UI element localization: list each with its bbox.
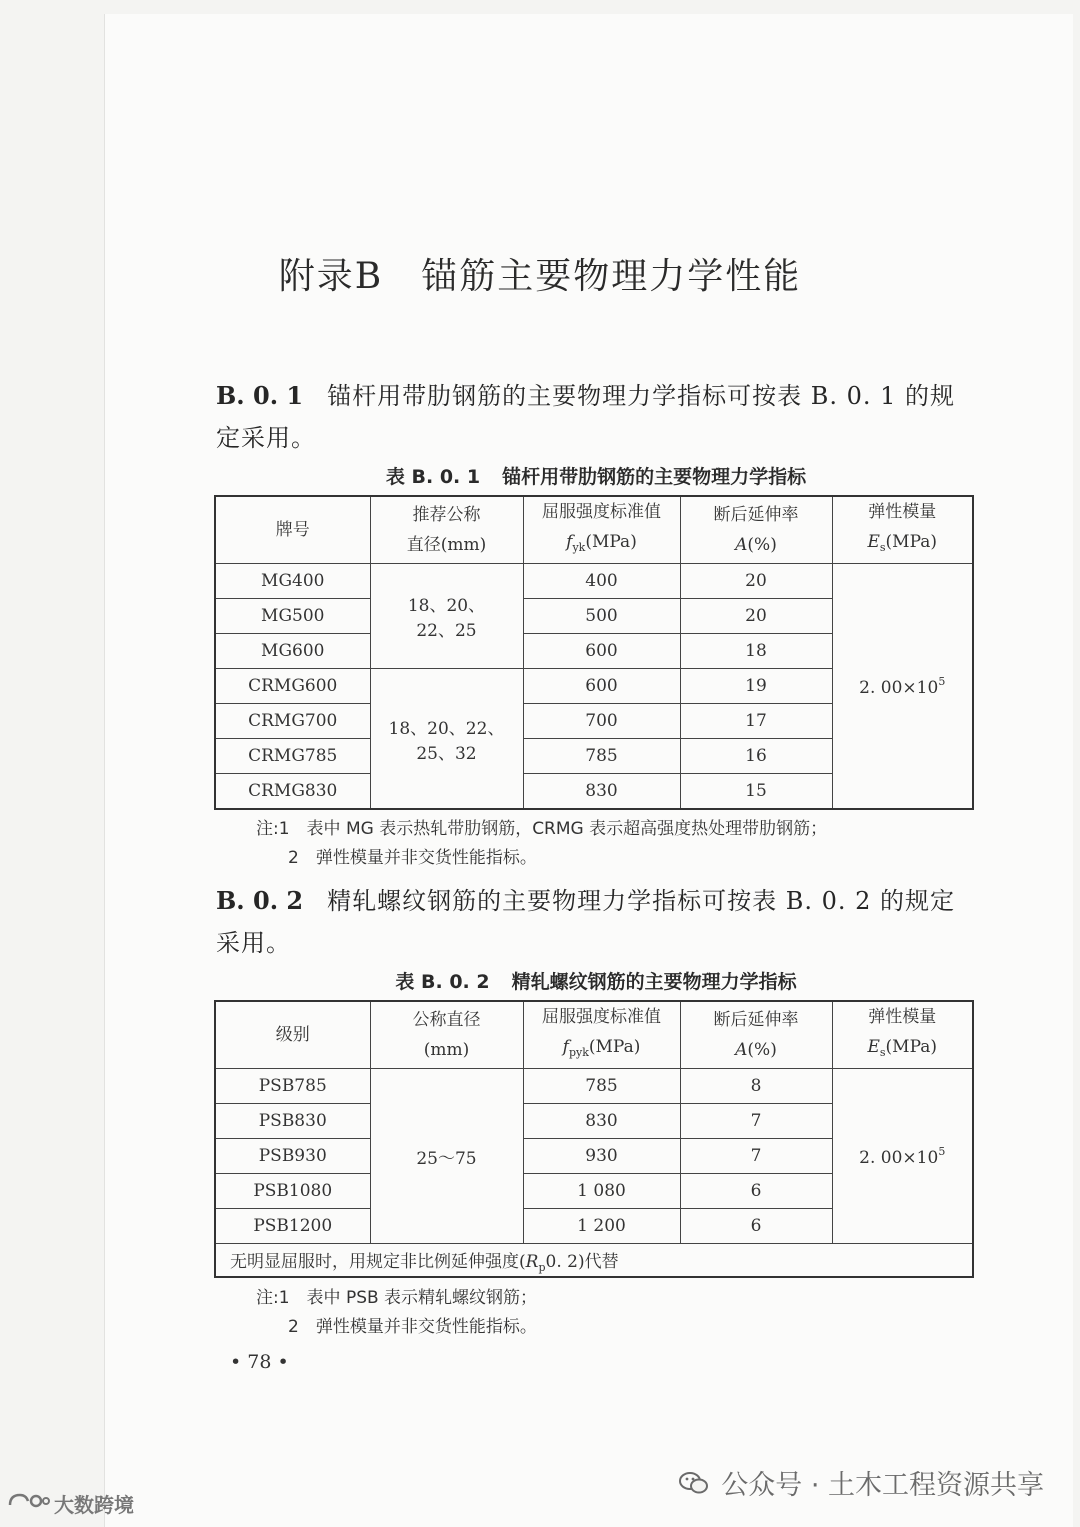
cell-diameter: 25～75 [370, 1069, 523, 1244]
header-modulus: 弹性模量 $E_s(MPa)$ [832, 496, 973, 564]
table-b01-caption-number: 表 B. 0. 1 [385, 466, 481, 488]
table-b01-header-row [215, 496, 973, 564]
header-diameter: 公称直径 (mm) [370, 1001, 523, 1069]
cell-elongation: 6 [680, 1209, 832, 1244]
cell-elongation: 17 [680, 704, 832, 739]
section-b01-text-line1: 锚杆用带肋钢筋的主要物理力学指标可按表 B. 0. 1 的规 [327, 382, 956, 410]
cell-modulus: 2. $00\times 10^5$ [832, 564, 973, 810]
page-number: • 78 • [230, 1351, 289, 1373]
header-grade: 级别 [215, 1001, 370, 1069]
cell-strength: 930 [523, 1139, 680, 1174]
table-b02-footnote-row [215, 1244, 973, 1278]
header-diameter: 推荐公称 直径(mm) [370, 496, 523, 564]
table-b02-caption-title: 精轧螺纹钢筋的主要物理力学指标 [511, 971, 797, 993]
section-b01-text-line2: 定采用。 [216, 424, 316, 452]
table-b01-caption-title: 锚杆用带肋钢筋的主要物理力学指标 [502, 466, 807, 488]
table-b02-note2: 2 弹性模量并非交货性能指标。 [288, 1317, 537, 1337]
cell-grade: PSB1200 [215, 1209, 370, 1244]
cell-grade: MG500 [215, 599, 370, 634]
section-b01-number: B. 0. 1 [216, 381, 304, 410]
cell-elongation: 7 [680, 1139, 832, 1174]
cell-grade: CRMG600 [215, 669, 370, 704]
table-b02-notes [256, 1284, 537, 1342]
corner-logo-icon [6, 1491, 50, 1517]
cell-grade: MG600 [215, 634, 370, 669]
watermark-text: 公众号 · 土木工程资源共享 [721, 1470, 1044, 1501]
cell-strength: 1 080 [523, 1174, 680, 1209]
table-b02-caption-number: 表 B. 0. 2 [395, 971, 490, 993]
header-elongation: 断后延伸率 A(%) [680, 1001, 832, 1069]
cell-strength: 830 [523, 774, 680, 810]
appendix-title: 附录B 锚筋主要物理力学性能 [278, 256, 802, 297]
cell-diameter-group2: 18、20、22、 25、32 [370, 669, 523, 810]
table-b02 [214, 1000, 974, 1278]
cell-strength: 785 [523, 1069, 680, 1104]
cell-elongation: 16 [680, 739, 832, 774]
table-b02-note1: 注:1 表中 PSB 表示精轧螺纹钢筋； [256, 1288, 538, 1308]
section-b02-number: B. 0. 2 [216, 886, 304, 915]
table-b01-caption [216, 462, 976, 489]
cell-grade: PSB785 [215, 1069, 370, 1104]
table-b02-footnote: 无明显屈服时，用规定非比例延伸强度($R_p0$. 2)代替 [215, 1244, 973, 1278]
cell-strength: 600 [523, 669, 680, 704]
header-elongation: 断后延伸率 A(%) [680, 496, 832, 564]
cell-grade: PSB830 [215, 1104, 370, 1139]
table-b01-notes [256, 815, 827, 873]
cell-elongation: 7 [680, 1104, 832, 1139]
cell-elongation: 20 [680, 599, 832, 634]
cell-grade: CRMG700 [215, 704, 370, 739]
watermark [679, 1463, 1044, 1502]
table-b01 [214, 495, 974, 810]
cell-elongation: 18 [680, 634, 832, 669]
cell-elongation: 20 [680, 564, 832, 599]
corner-logo-text: 大数跨境 [54, 1493, 134, 1517]
cell-strength: 500 [523, 599, 680, 634]
header-yield-strength: 屈服强度标准值 $f_{pyk}(MPa)$ [523, 1001, 680, 1069]
cell-grade: CRMG785 [215, 739, 370, 774]
corner-logo [6, 1489, 134, 1518]
section-b02-text-line2: 采用。 [216, 929, 291, 957]
wechat-icon [679, 1471, 709, 1495]
section-b02-text-line1: 精轧螺纹钢筋的主要物理力学指标可按表 B. 0. 2 的规定 [327, 887, 956, 915]
cell-modulus: 2. $00\times 10^5$ [832, 1069, 973, 1244]
table-b02-header-row [215, 1001, 973, 1069]
cell-elongation: 8 [680, 1069, 832, 1104]
header-modulus: 弹性模量 $E_s(MPa)$ [832, 1001, 973, 1069]
section-b02-paragraph [216, 880, 976, 964]
cell-strength: 830 [523, 1104, 680, 1139]
cell-grade: CRMG830 [215, 774, 370, 810]
cell-strength: 785 [523, 739, 680, 774]
table-b02-caption [216, 967, 976, 994]
table-b01-note1: 注:1 表中 MG 表示热轧带肋钢筋，CRMG 表示超高强度热处理带肋钢筋； [256, 819, 828, 839]
table-row [215, 564, 973, 599]
header-yield-strength: 屈服强度标准值 $f_{yk}(MPa)$ [523, 496, 680, 564]
section-b01-paragraph [216, 375, 976, 459]
cell-strength: 1 200 [523, 1209, 680, 1244]
cell-grade: PSB930 [215, 1139, 370, 1174]
cell-elongation: 6 [680, 1174, 832, 1209]
cell-elongation: 15 [680, 774, 832, 810]
cell-strength: 400 [523, 564, 680, 599]
cell-strength: 600 [523, 634, 680, 669]
cell-grade: MG400 [215, 564, 370, 599]
cell-elongation: 19 [680, 669, 832, 704]
cell-grade: PSB1080 [215, 1174, 370, 1209]
cell-diameter-group1: 18、20、 22、25 [370, 564, 523, 669]
cell-strength: 700 [523, 704, 680, 739]
table-b01-note2: 2 弹性模量并非交货性能指标。 [288, 848, 537, 868]
table-row [215, 1069, 973, 1104]
header-grade: 牌号 [215, 496, 370, 564]
